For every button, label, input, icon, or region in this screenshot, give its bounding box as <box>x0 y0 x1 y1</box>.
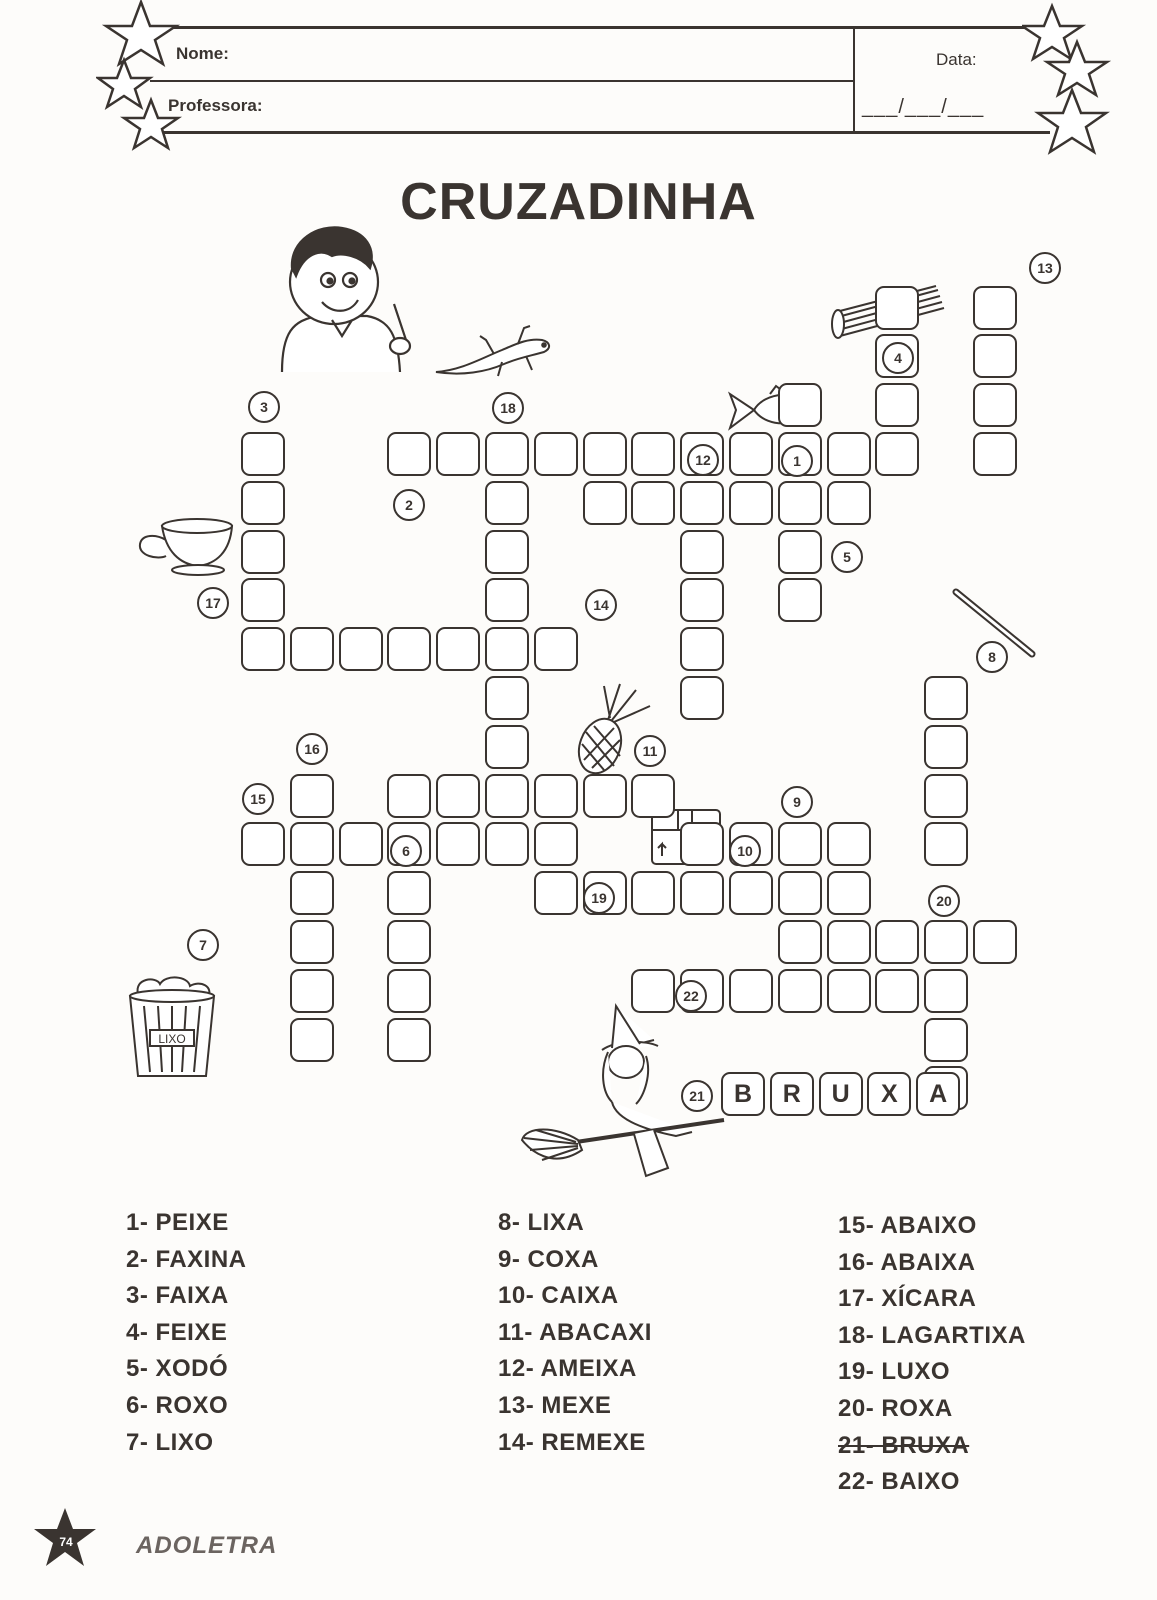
word-21-crossed-out: 21- BRUXA <box>838 1431 970 1459</box>
clue-number-6: 6 <box>390 835 422 867</box>
crossword-cell-filled: B <box>721 1072 765 1116</box>
word-13: 13- MEXE <box>498 1391 612 1419</box>
crossword-cell[interactable] <box>827 481 871 525</box>
crossword-cell[interactable] <box>680 871 724 915</box>
crossword-cell[interactable] <box>973 920 1017 964</box>
crossword-cell[interactable] <box>729 481 773 525</box>
crossword-cell[interactable] <box>778 383 822 427</box>
word-4: 4- FEIXE <box>126 1318 228 1346</box>
crossword-cell[interactable] <box>241 578 285 622</box>
crossword-cell-filled: A <box>916 1072 960 1116</box>
crossword-cell[interactable] <box>778 871 822 915</box>
crossword-cell[interactable] <box>485 627 529 671</box>
crossword-cell[interactable] <box>387 774 431 818</box>
word-18: 18- LAGARTIXA <box>838 1321 1026 1349</box>
clue-number-1: 1 <box>781 445 813 477</box>
word-15: 15- ABAIXO <box>838 1212 977 1239</box>
crossword-cell[interactable] <box>485 481 529 525</box>
clue-number-12: 12 <box>687 444 719 476</box>
crossword-cell[interactable] <box>924 774 968 818</box>
clue-number-5: 5 <box>831 541 863 573</box>
clue-number-14: 14 <box>585 589 617 621</box>
crossword-cell[interactable] <box>534 871 578 915</box>
crossword-cell[interactable] <box>290 822 334 866</box>
crossword-cell[interactable] <box>241 530 285 574</box>
crossword-cell[interactable] <box>680 481 724 525</box>
crossword-cell[interactable] <box>827 969 871 1013</box>
crossword-cell[interactable] <box>387 871 431 915</box>
crossword-cell[interactable] <box>485 774 529 818</box>
word-16: 16- ABAIXA <box>838 1248 976 1276</box>
crossword-cell[interactable] <box>436 822 480 866</box>
crossword-cell[interactable] <box>924 725 968 769</box>
crossword-cell[interactable] <box>875 432 919 476</box>
crossword-cell[interactable] <box>534 774 578 818</box>
crossword-cell[interactable] <box>924 920 968 964</box>
crossword-cell-filled: X <box>867 1072 911 1116</box>
crossword-cell[interactable] <box>485 432 529 476</box>
crossword-cell[interactable] <box>387 920 431 964</box>
crossword-cell[interactable] <box>924 822 968 866</box>
crossword-cell[interactable] <box>290 969 334 1013</box>
crossword-cell[interactable] <box>680 627 724 671</box>
page-number: 74 <box>59 1535 73 1549</box>
crossword-cell[interactable] <box>778 920 822 964</box>
crossword-cell[interactable] <box>924 969 968 1013</box>
word-1: 1- PEIXE <box>126 1209 229 1236</box>
crossword-cell[interactable] <box>485 676 529 720</box>
crossword-cell[interactable] <box>583 432 627 476</box>
crossword-cell[interactable] <box>875 920 919 964</box>
clue-number-18: 18 <box>492 392 524 424</box>
clue-number-19: 19 <box>583 882 615 914</box>
crossword-cell[interactable] <box>583 481 627 525</box>
crossword-cell[interactable] <box>290 920 334 964</box>
crossword-cell[interactable] <box>534 822 578 866</box>
crossword-cell[interactable] <box>778 578 822 622</box>
crossword-cell[interactable] <box>485 725 529 769</box>
crossword-cell[interactable] <box>631 432 675 476</box>
word-6: 6- ROXO <box>126 1391 229 1419</box>
brand-logo: ADOLETRA <box>136 1532 278 1559</box>
teacher-label: Professora: <box>168 96 263 115</box>
crossword-cell[interactable] <box>241 627 285 671</box>
crossword-cell[interactable] <box>436 627 480 671</box>
crossword-cell[interactable] <box>387 969 431 1013</box>
crossword-cell[interactable] <box>241 822 285 866</box>
crossword-cell[interactable] <box>875 969 919 1013</box>
crossword-cell[interactable] <box>973 286 1017 330</box>
crossword-cell[interactable] <box>778 481 822 525</box>
word-2: 2- FAXINA <box>126 1245 247 1273</box>
crossword-cell[interactable] <box>827 432 871 476</box>
name-label: Nome: <box>176 44 229 63</box>
crossword-cell[interactable] <box>778 822 822 866</box>
crossword-cell[interactable] <box>583 774 627 818</box>
date-blank: ___/___/___ <box>862 96 985 118</box>
crossword-cell[interactable] <box>875 286 919 330</box>
crossword-cell[interactable] <box>631 969 675 1013</box>
clue-number-20: 20 <box>928 885 960 917</box>
clue-number-16: 16 <box>296 733 328 765</box>
crossword-cell-filled: U <box>819 1072 863 1116</box>
word-20: 20- ROXA <box>838 1394 953 1422</box>
crossword-cell[interactable] <box>387 432 431 476</box>
crossword-cell[interactable] <box>973 334 1017 378</box>
svg-text:LIXO: LIXO <box>158 1032 186 1046</box>
crossword-cell[interactable] <box>290 774 334 818</box>
crossword-cell[interactable] <box>485 530 529 574</box>
word-17: 17- XÍCARA <box>838 1285 977 1313</box>
word-8: 8- LIXA <box>498 1209 585 1236</box>
crossword-cell[interactable] <box>485 578 529 622</box>
clue-number-9: 9 <box>781 786 813 818</box>
word-list-column-2 <box>498 1205 652 1461</box>
crossword-cell[interactable] <box>534 432 578 476</box>
crossword-cell[interactable] <box>631 774 675 818</box>
crossword-cell[interactable] <box>534 627 578 671</box>
crossword-cell[interactable] <box>875 383 919 427</box>
word-list-column-3 <box>838 1208 1026 1501</box>
date-label: Data: <box>936 50 977 69</box>
clue-number-13: 13 <box>1029 252 1061 284</box>
word-22: 22- BAIXO <box>838 1468 960 1496</box>
crossword-cell[interactable] <box>387 627 431 671</box>
crossword-cell[interactable] <box>778 530 822 574</box>
word-14: 14- REMEXE <box>498 1428 646 1456</box>
word-list-column-1 <box>126 1205 247 1461</box>
word-12: 12- AMEIXA <box>498 1355 637 1383</box>
word-9: 9- COXA <box>498 1245 599 1273</box>
clue-number-2: 2 <box>393 489 425 521</box>
crossword-cell[interactable] <box>241 432 285 476</box>
crossword-cell[interactable] <box>827 822 871 866</box>
crossword-cell[interactable] <box>778 969 822 1013</box>
clue-number-10: 10 <box>729 835 761 867</box>
crossword-cell[interactable] <box>924 676 968 720</box>
crossword-cell[interactable] <box>436 774 480 818</box>
crossword-cell[interactable] <box>924 1018 968 1062</box>
crossword-cell[interactable] <box>485 822 529 866</box>
clue-number-11: 11 <box>634 735 666 767</box>
crossword-cell-filled: R <box>770 1072 814 1116</box>
crossword-cell[interactable] <box>827 871 871 915</box>
crossword-cell[interactable] <box>827 920 871 964</box>
word-10: 10- CAIXA <box>498 1282 619 1310</box>
clue-number-17: 17 <box>197 587 229 619</box>
clue-number-7: 7 <box>187 929 219 961</box>
crossword-cell[interactable] <box>680 578 724 622</box>
crossword-cell[interactable] <box>290 1018 334 1062</box>
crossword-cell[interactable] <box>290 627 334 671</box>
crossword-cell[interactable] <box>680 676 724 720</box>
crossword-cell[interactable] <box>631 481 675 525</box>
crossword-cell[interactable] <box>241 481 285 525</box>
crossword-cell[interactable] <box>973 383 1017 427</box>
word-7: 7- LIXO <box>126 1428 214 1456</box>
clue-number-4: 4 <box>882 342 914 374</box>
word-11: 11- ABACAXI <box>498 1318 652 1346</box>
crossword-cell[interactable] <box>729 969 773 1013</box>
crossword-cell[interactable] <box>339 627 383 671</box>
crossword-cell[interactable] <box>680 530 724 574</box>
page-title: CRUZADINHA <box>400 173 757 231</box>
clue-number-3: 3 <box>248 391 280 423</box>
clue-number-8: 8 <box>976 641 1008 673</box>
crossword-cell[interactable] <box>436 432 480 476</box>
crossword-cell[interactable] <box>973 432 1017 476</box>
crossword-cell[interactable] <box>290 871 334 915</box>
clue-number-15: 15 <box>242 783 274 815</box>
word-19: 19- LUXO <box>838 1358 951 1386</box>
crossword-cell[interactable] <box>680 822 724 866</box>
crossword-cell[interactable] <box>729 432 773 476</box>
crossword-cell[interactable] <box>729 871 773 915</box>
clue-number-21: 21 <box>681 1080 713 1112</box>
crossword-cell[interactable] <box>387 1018 431 1062</box>
word-5: 5- XODÓ <box>126 1355 229 1383</box>
crossword-cell[interactable] <box>631 871 675 915</box>
clue-number-22: 22 <box>675 980 707 1012</box>
word-3: 3- FAIXA <box>126 1282 229 1310</box>
crossword-cell[interactable] <box>339 822 383 866</box>
